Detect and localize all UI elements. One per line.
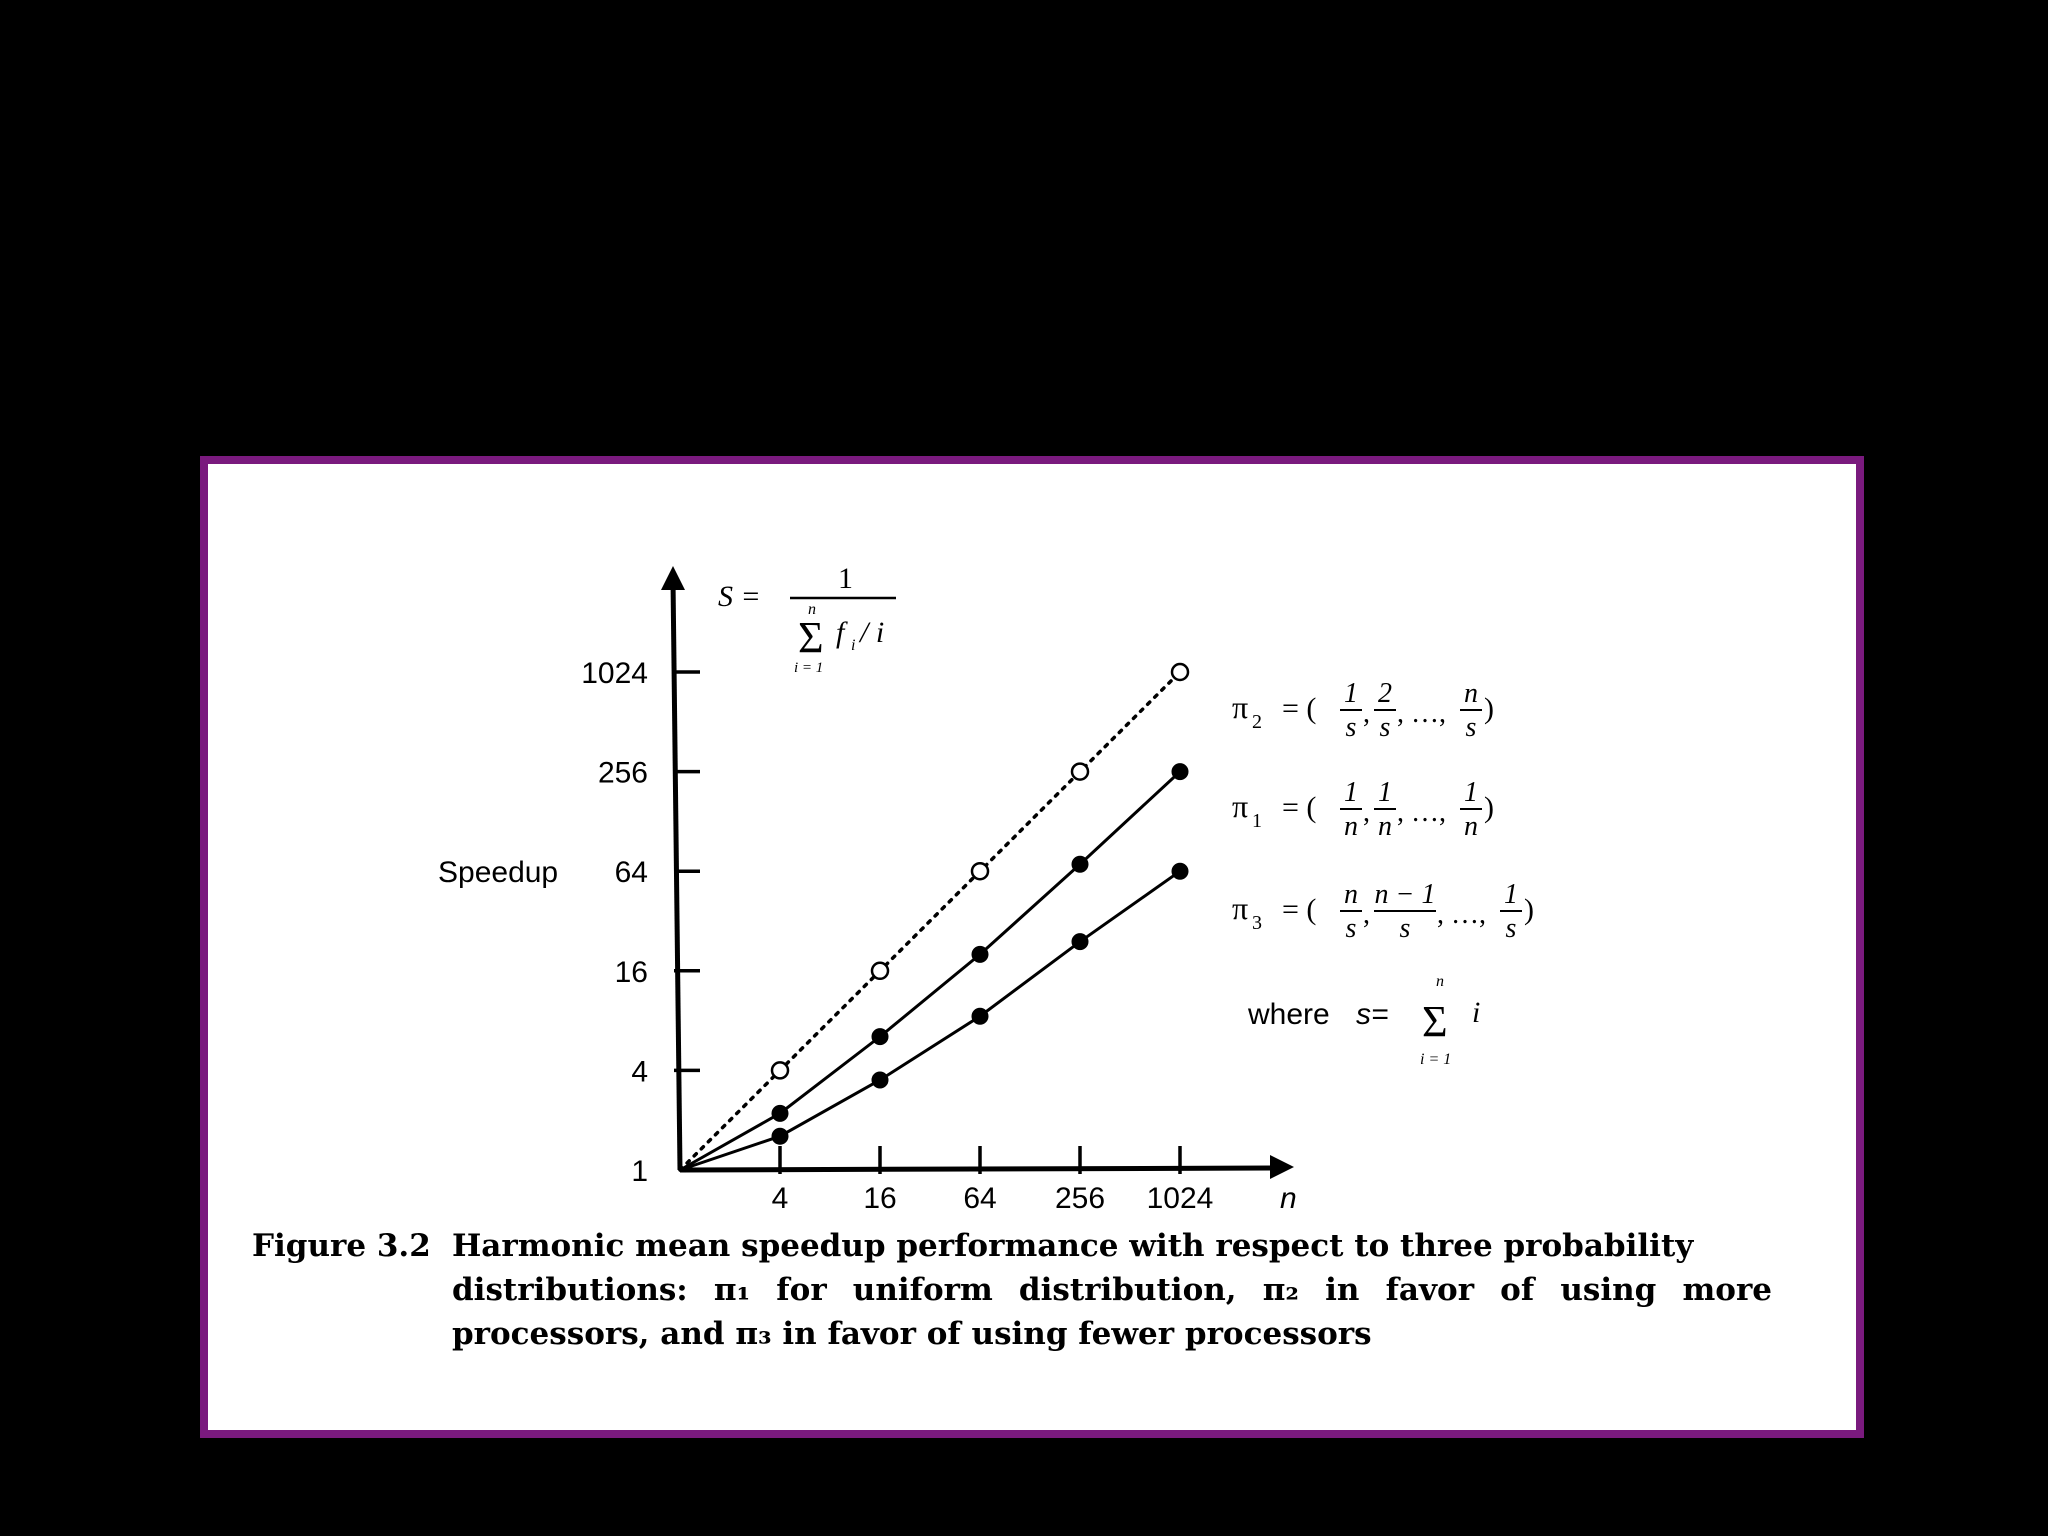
data-point [1172,664,1188,680]
data-point [1172,863,1188,879]
svg-text:S =: S = [718,580,761,613]
data-point [872,963,888,979]
fraction-numerator: 1 [1378,777,1392,808]
fraction-denominator: s [1399,913,1411,944]
x-tick-label: 1024 [1146,1182,1214,1215]
svg-text:i: i [1472,996,1481,1029]
fraction-denominator: n [1378,811,1392,842]
svg-text:s=: s= [1356,998,1389,1031]
fraction-numerator: 1 [1504,879,1518,910]
legend-equals: = ( [1282,791,1317,824]
speedup-formula [718,562,896,676]
legend-formula-π2 [1232,678,1494,743]
svg-text:n: n [1436,973,1444,990]
fraction-denominator: n [1344,811,1358,842]
svg-text:i: i [851,637,856,654]
y-tick-label: 16 [614,955,648,989]
fraction-denominator: s [1505,913,1517,944]
legend-equals: = ( [1282,692,1317,725]
legend-symbol: π [1232,788,1249,824]
fraction-numerator: 2 [1378,678,1392,709]
y-axis-arrow [661,566,685,590]
fraction-denominator: s [1345,913,1357,944]
x-tick-label: 256 [1054,1182,1106,1215]
y-axis [673,580,680,1170]
y-axis-label: Speedup [438,856,559,889]
caption-number: Figure 3.2 [252,1228,431,1264]
x-tick-label: 16 [863,1182,897,1215]
legend-symbol: π [1232,689,1249,725]
series-line-π2 [680,672,1180,1170]
fraction-denominator: s [1345,712,1357,743]
data-point [1072,764,1088,780]
y-tick-label: 256 [597,756,648,790]
fraction-numerator: n [1344,879,1358,910]
svg-text:where: where [1248,998,1330,1031]
where-formula [1247,973,1480,1068]
legend-close: ) [1484,692,1494,725]
fraction-numerator: 1 [1344,678,1358,709]
comma: , [1363,797,1370,828]
ellipsis: , …, [1397,698,1446,729]
legend-symbol: π [1232,890,1249,926]
y-tick-label: 1024 [581,657,648,690]
caption-line: processors, and π₃ in favor of using fewer processors [452,1316,1372,1352]
ellipsis: , …, [1437,899,1486,930]
y-tick-label: 64 [614,856,648,890]
legend-formula-π3 [1232,879,1534,944]
x-tick-label: 64 [963,1182,997,1215]
legend-formula-π1 [1232,777,1494,842]
series-line-π3 [680,871,1180,1170]
caption-line: distributions: π₁ for uniform distribution, π₂ in favor of using more [452,1272,1772,1308]
fraction-numerator: 1 [1464,777,1478,808]
y-tick-label: 4 [631,1055,648,1089]
comma: , [1363,698,1370,729]
fraction-numerator: n − 1 [1374,879,1436,910]
data-point [972,946,988,962]
comma: , [1363,899,1370,930]
data-point [972,1008,988,1024]
data-point [972,863,988,879]
svg-text:n: n [808,601,816,618]
sigma-icon: Σ [1422,997,1448,1046]
legend-subscript: 1 [1252,810,1262,832]
fraction-numerator: n [1464,678,1478,709]
fraction-denominator: n [1464,811,1478,842]
data-point [1072,856,1088,872]
svg-text:i = 1: i = 1 [794,660,824,676]
legend-subscript: 2 [1252,711,1262,733]
x-axis-arrow [1270,1155,1294,1179]
data-point [872,1029,888,1045]
svg-text:i = 1: i = 1 [1420,1051,1452,1068]
data-point [872,1072,888,1088]
series-line-π1 [680,772,1180,1170]
data-point [772,1062,788,1078]
data-point [1172,764,1188,780]
x-tick-label: 4 [771,1182,789,1215]
caption-body [452,1224,1772,1356]
svg-text:/ i: / i [860,616,885,649]
data-point [772,1128,788,1144]
caption-line: Harmonic mean speedup performance with respect to three probability [452,1228,1694,1264]
data-point [1072,934,1088,950]
fraction-denominator: s [1379,712,1391,743]
legend-subscript: 3 [1252,912,1262,934]
fraction-denominator: s [1465,712,1477,743]
legend-close: ) [1524,893,1534,926]
svg-text:f: f [836,616,845,649]
x-axis-label: n [1280,1182,1297,1215]
figure-panel [200,456,1864,1438]
legend-equals: = ( [1282,893,1317,926]
legend-close: ) [1484,791,1494,824]
fraction-numerator: 1 [1344,777,1358,808]
sigma-icon: Σ [798,613,824,662]
svg-text:1: 1 [838,562,853,595]
y-tick-label: 1 [631,1155,648,1188]
ellipsis: , …, [1397,797,1446,828]
data-point [772,1105,788,1121]
